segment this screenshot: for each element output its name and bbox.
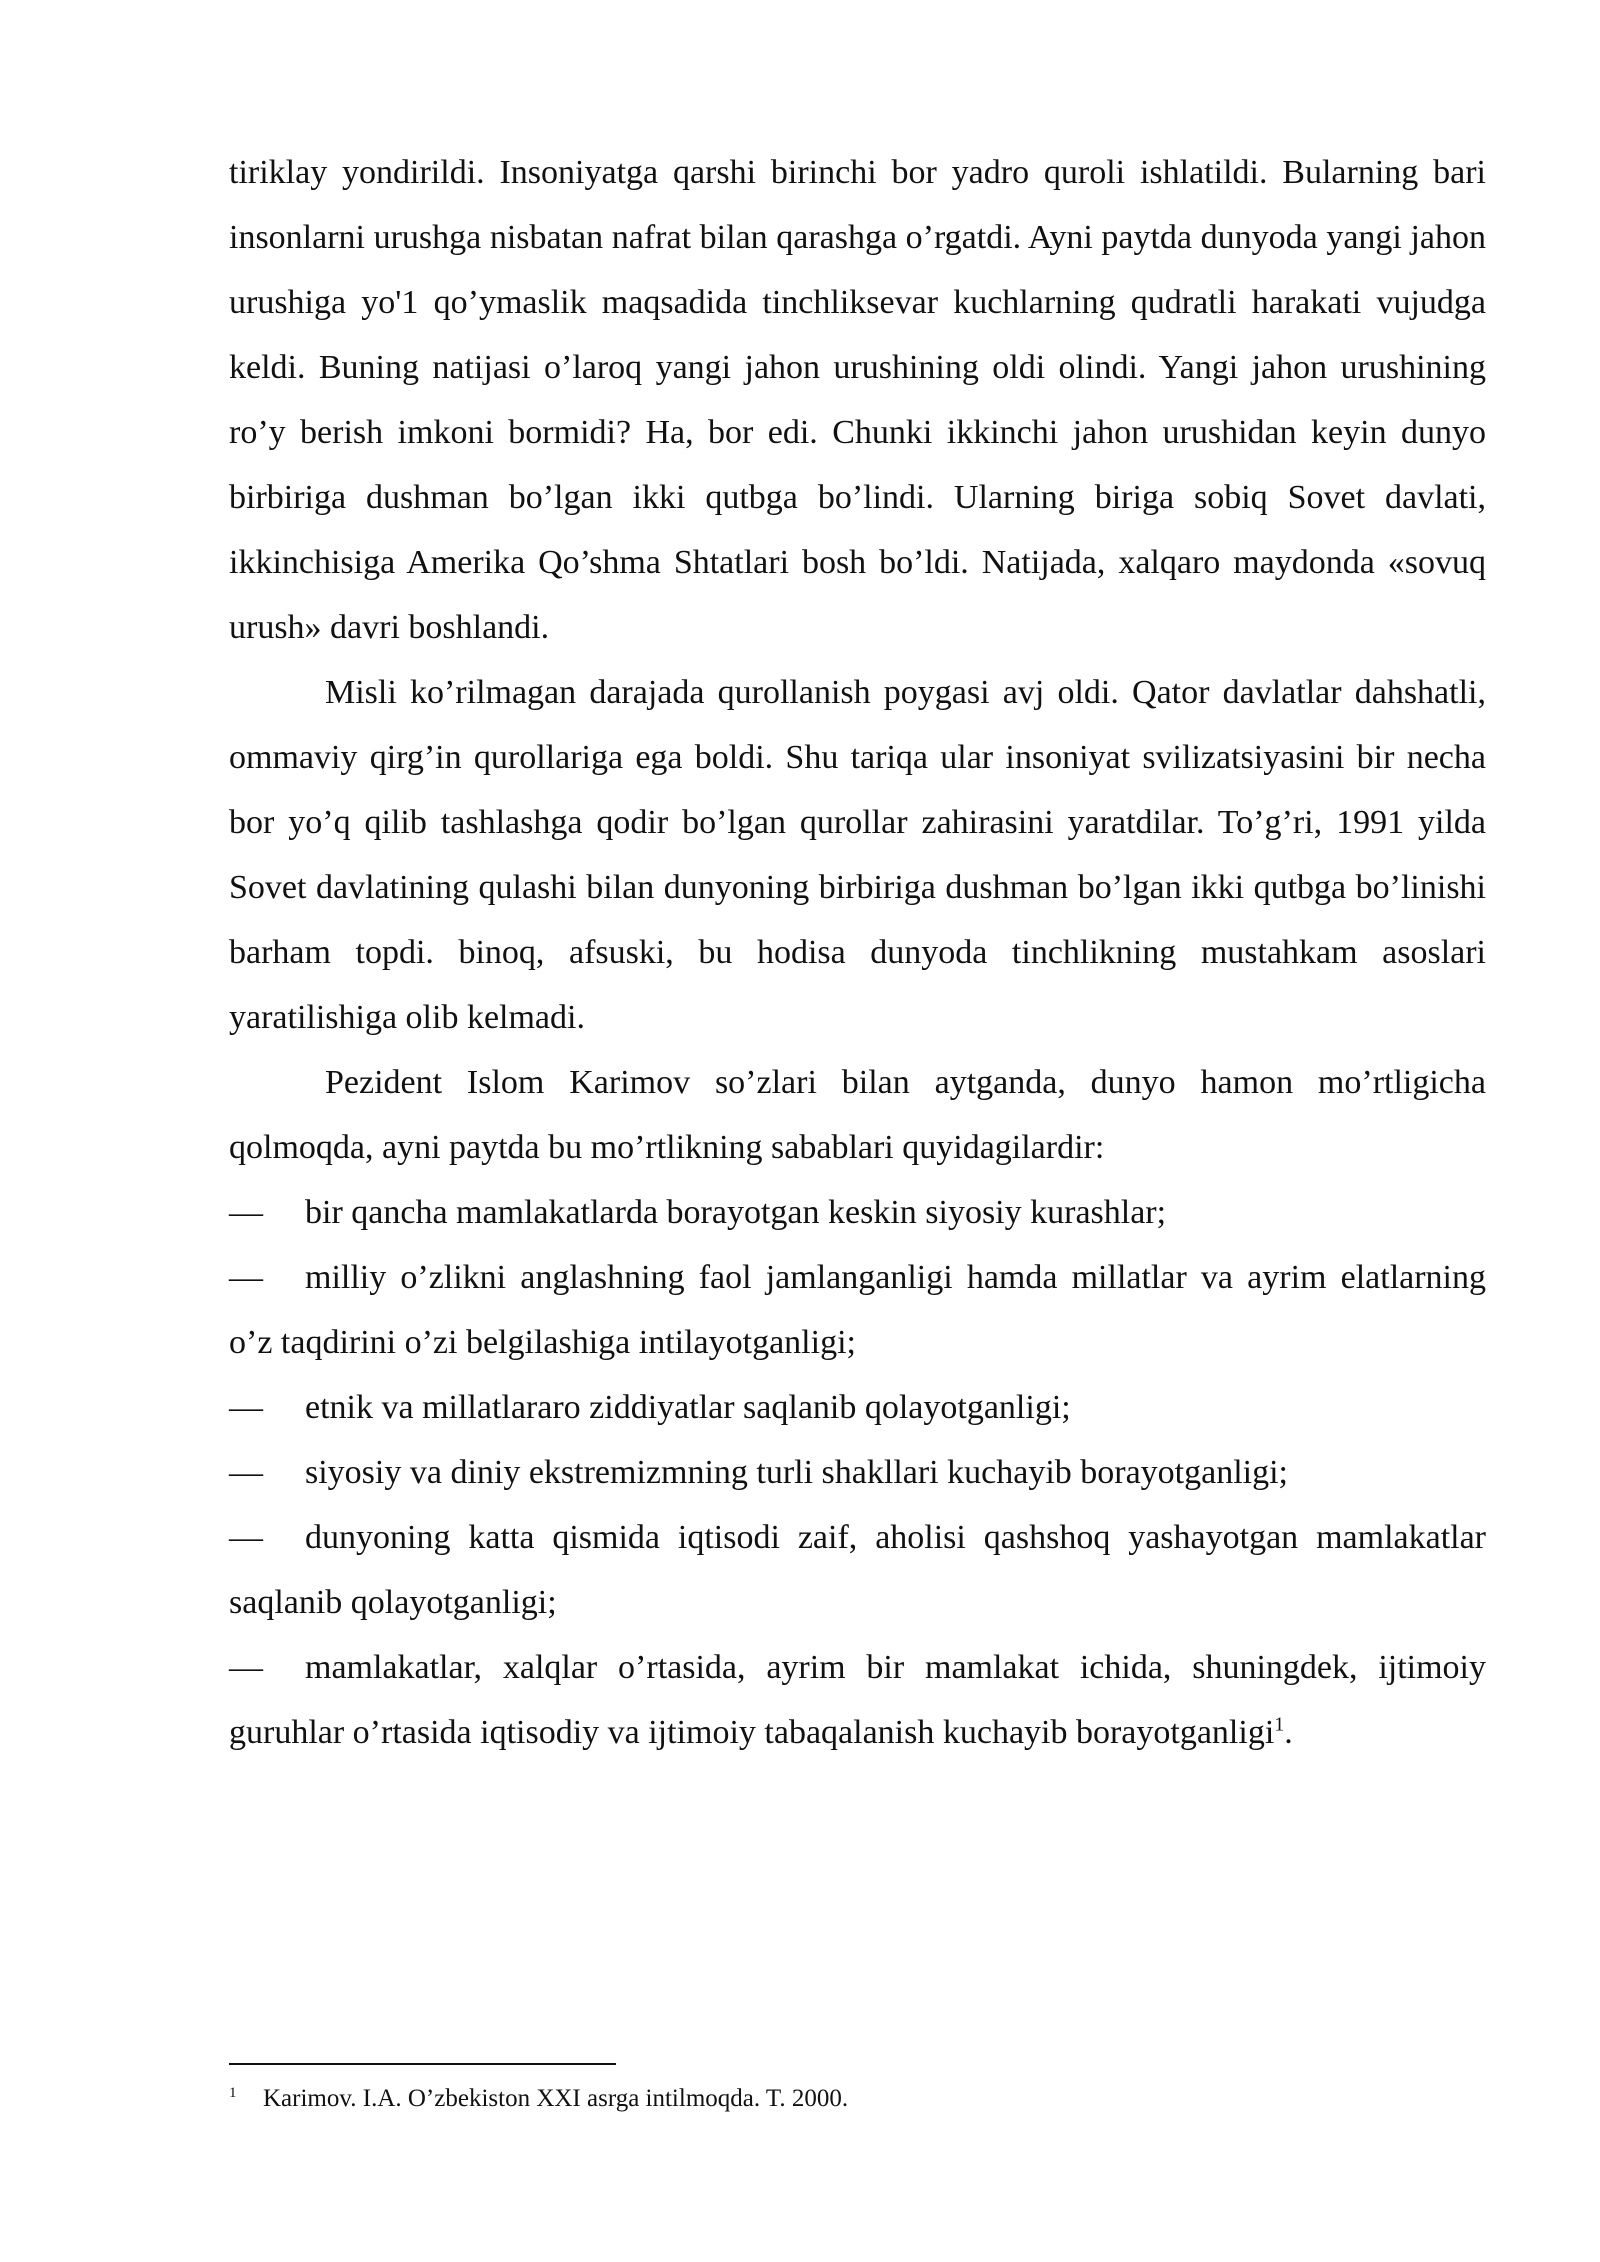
paragraph-1: tiriklay yondirildi. Insoniyatga qarshi birinchi bor yadro quroli ishlatildi. Bularning bari insonlarni urushga nisbatan nafrat bilan qarashga o’rgatdi. Ayni paytda dunyoda yangi jahon urushiga yo'1 qo’ymaslik maqsadida tinchliksevar kuchlarning qudratli harakati vujudga keldi. Buning natijasi o’laroq yangi jahon urushining oldi olindi. Yangi jahon urushining ro’y berish imkoni bormidi? Ha, bor edi. Chunki ikkinchi jahon urushidan keyin dunyo birbiriga dushman bo’lgan ikki qutbga bo’lindi. Ularning biriga sobiq Sovet davlati, ikkinchisiga Amerika Qo’shma Shtatlari bosh bo’ldi. Natijada, xalqaro maydonda «sovuq urush» davri boshlandi. (229, 154, 1486, 646)
list-item-text: dunyoning katta qismida iqtisodi zaif, aholisi qashshoq yashayotgan mamlakatlar saqlanib qolayotganligi; (229, 1519, 1486, 1621)
footnote (229, 2083, 1486, 2115)
footnote-reference[interactable]: 1 (1274, 1713, 1285, 1736)
list-item-text: siyosiy va diniy ekstremizmning turli shakllari kuchayib borayotganligi; (305, 1454, 1288, 1491)
paragraph-3: Pezident Islom Karimov so’zlari bilan aytganda, dunyo hamon mo’rtligicha qolmoqda, ayni paytda bu mo’rtlikning sabablari quyidagilardir: (229, 1064, 1486, 1166)
footnote-text: Karimov. I.A. O’zbekiston XXI asrga intilmoqda. T. 2000. (263, 2085, 849, 2112)
list-item (229, 1440, 1486, 1505)
list-item-text: milliy o’zlikni anglashning faol jamlanganligi hamda millatlar va ayrim elatlarning o’z taqdirini o’zi belgilashiga intilayotganligi; (229, 1259, 1486, 1361)
list-item-text: etnik va millatlararo ziddiyatlar saqlanib qolayotganligi; (305, 1389, 1071, 1426)
list-item (229, 1245, 1486, 1375)
list-item-text: bir qancha mamlakatlarda borayotgan keskin siyosiy kurashlar; (305, 1194, 1167, 1231)
bullet-dash: — (229, 1259, 263, 1296)
bullet-dash: — (229, 1454, 263, 1491)
footnote-mark: 1 (229, 2085, 237, 2101)
final-punctuation: . (1284, 1714, 1293, 1751)
bullet-dash: — (229, 1389, 263, 1426)
list-item (229, 1375, 1486, 1440)
bullet-dash: — (229, 1649, 263, 1686)
paragraph-2: Misli ko’rilmagan darajada qurollanish poygasi avj oldi. Qator davlatlar dahshatli, ommaviy qirg’in qurollariga ega boldi. Shu tariqa ular insoniyat svilizatsiyasini bir necha bor yo’q qilib tashlashga qodir bo’lgan qurollar zahirasini yaratdilar. To’g’ri, 1991 yilda Sovet davlatining qulashi bilan dunyoning birbiriga dushman bo’lgan ikki qutbga bo’linishi barham topdi. binoq, afsuski, bu hodisa dunyoda tinchlikning mustahkam asoslari yaratilishiga olib kelmadi. (229, 674, 1486, 1036)
footnote-separator (229, 2063, 616, 2065)
bullet-dash: — (229, 1194, 263, 1231)
list-item-text: mamlakatlar, xalqlar o’rtasida, ayrim bir mamlakat ichida, shuningdek, ijtimoiy guruhlar o’rtasida iqtisodiy va ijtimoiy tabaqalanish kuchayib borayotganligi (229, 1649, 1486, 1751)
list-item (229, 1635, 1486, 1765)
bullet-dash: — (229, 1519, 263, 1556)
footnote-area (229, 2063, 1486, 2115)
body-text (229, 140, 1486, 1765)
list-item (229, 1180, 1486, 1245)
list-item (229, 1505, 1486, 1635)
